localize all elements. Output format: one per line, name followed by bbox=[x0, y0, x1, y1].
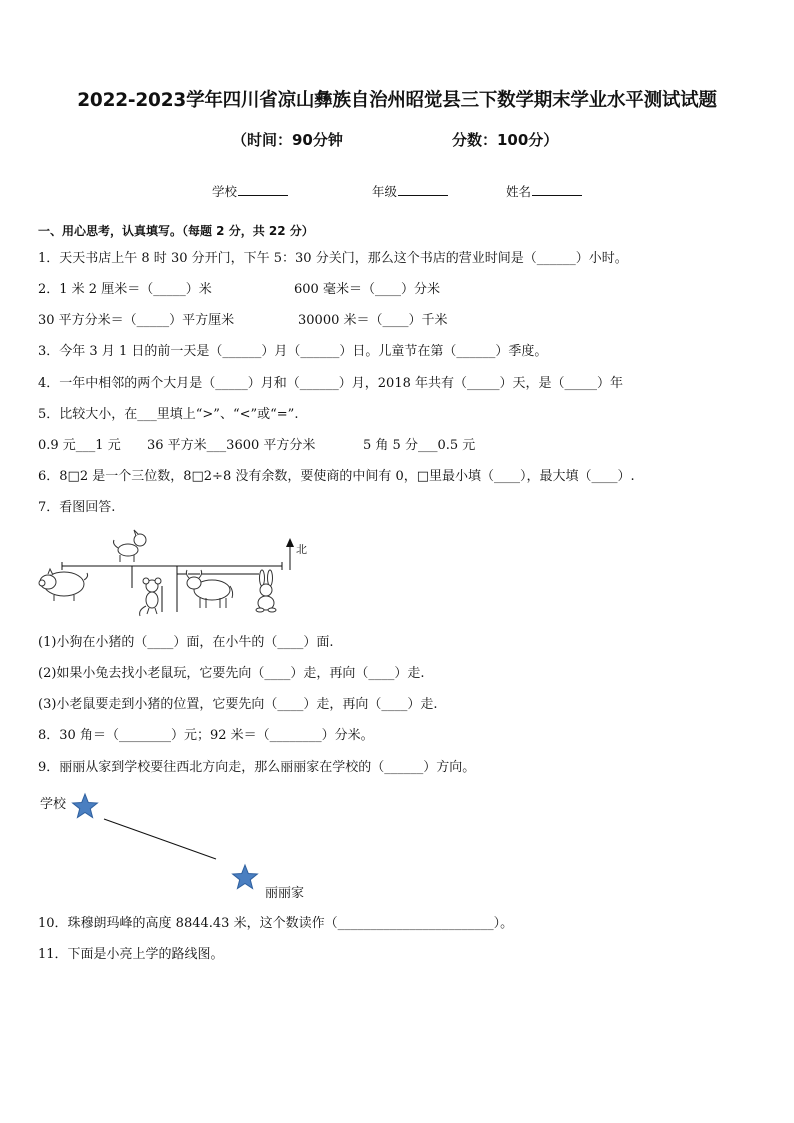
question-8: 8．30 角＝（________）元；92 米＝（________）分米。 bbox=[38, 728, 374, 743]
question-7-1: (1)小狗在小猪的（____）面，在小牛的（____）面. bbox=[38, 635, 334, 650]
name-field bbox=[506, 182, 582, 200]
question-5: 5．比较大小，在___里填上“>”、“<”或“=”. bbox=[38, 407, 299, 422]
school-star-icon bbox=[73, 794, 98, 818]
name-label: 姓名 bbox=[506, 184, 532, 199]
route-line bbox=[104, 819, 216, 859]
section-heading: 一、用心思考，认真填写。（每题 2 分，共 22 分） bbox=[38, 224, 314, 238]
q5-item-c: 5 角 5 分___0.5 元 bbox=[363, 438, 476, 453]
mouse-icon bbox=[140, 578, 161, 616]
school-label: 学校 bbox=[212, 184, 238, 199]
page-title: 2022-2023学年四川省凉山彝族自治州昭觉县三下数学期末学业水平测试试题 bbox=[77, 90, 717, 111]
rabbit-icon bbox=[256, 570, 276, 612]
exam-score: 分数：100分） bbox=[452, 131, 559, 149]
north-label: 北 bbox=[296, 543, 307, 556]
q7-animal-map bbox=[34, 528, 324, 618]
question-2-row-2 bbox=[38, 312, 448, 330]
north-arrow-icon bbox=[286, 538, 294, 547]
q2-part-b: 600 毫米＝（____）分米 bbox=[294, 282, 440, 297]
question-10: 10．珠穆朗玛峰的高度 8844.43 米，这个数读作（________________________）。 bbox=[38, 916, 514, 931]
grade-field bbox=[372, 182, 448, 200]
q2-part-d: 30000 米＝（____）千米 bbox=[298, 313, 448, 328]
home-map-label: 丽丽家 bbox=[265, 886, 305, 901]
question-4: 4．一年中相邻的两个大月是（_____）月和（______）月，2018 年共有（_____）天，是（_____）年 bbox=[38, 376, 623, 391]
question-7: 7．看图回答. bbox=[38, 500, 116, 515]
school-blank[interactable] bbox=[238, 183, 288, 196]
home-star-icon bbox=[233, 865, 258, 889]
question-3: 3．今年 3 月 1 日的前一天是（______）月（______）日。儿童节在第（______）季度。 bbox=[38, 344, 548, 359]
question-2-row-1 bbox=[38, 281, 440, 299]
question-11: 11．下面是小亮上学的路线图。 bbox=[38, 947, 224, 962]
q5-item-b: 36 平方米___3600 平方分米 bbox=[147, 438, 316, 453]
question-5-items bbox=[38, 437, 476, 455]
school-map-label: 学校 bbox=[40, 797, 67, 812]
q5-item-a: 0.9 元___1 元 bbox=[38, 438, 121, 453]
question-1: 1．天天书店上午 8 时 30 分开门，下午 5：30 分关门，那么这个书店的营业时间是（______）小时。 bbox=[38, 251, 628, 266]
q2-part-a: 2．1 米 2 厘米＝（_____）米 bbox=[38, 282, 212, 297]
pig-icon bbox=[39, 569, 88, 601]
grade-label: 年级 bbox=[372, 184, 398, 199]
dog-icon bbox=[114, 530, 147, 562]
exam-time: （时间：90分钟 bbox=[232, 131, 343, 149]
question-7-3: (3)小老鼠要走到小猪的位置，它要先向（____）走，再向（____）走. bbox=[38, 697, 438, 712]
q2-part-c: 30 平方分米＝（_____）平方厘米 bbox=[38, 313, 235, 328]
ox-icon bbox=[186, 570, 232, 608]
grade-blank[interactable] bbox=[398, 183, 448, 196]
name-blank[interactable] bbox=[532, 183, 582, 196]
school-field bbox=[212, 182, 288, 200]
question-9: 9．丽丽从家到学校要往西北方向走，那么丽丽家在学校的（______）方向。 bbox=[38, 760, 476, 775]
question-6: 6．8□2 是一个三位数，8□2÷8 没有余数，要使商的中间有 0，□里最小填（____），最大填（____）. bbox=[38, 469, 635, 484]
q9-map bbox=[34, 786, 334, 904]
question-7-2: (2)如果小兔去找小老鼠玩，它要先向（____）走，再向（____）走. bbox=[38, 666, 425, 681]
